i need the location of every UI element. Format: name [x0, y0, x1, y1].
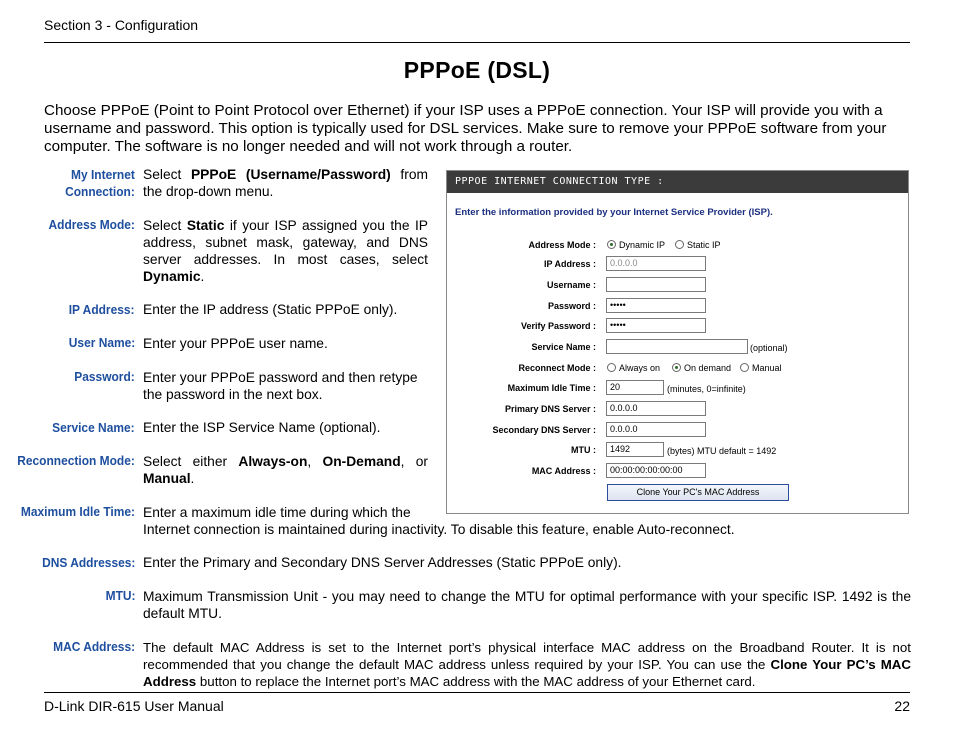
desc-bold: On-Demand: [322, 454, 401, 469]
desc-my-internet-connection: [143, 166, 428, 200]
label-primary-dns: Primary DNS Server :: [504, 404, 596, 414]
label-password: Password :: [547, 301, 596, 311]
desc-password: Enter your PPPoE password and then retype the password in the next box.: [143, 370, 418, 402]
panel-heading: PPPOE INTERNET CONNECTION TYPE :: [447, 171, 908, 193]
option-label: On demand: [684, 363, 732, 373]
term-dns-addresses: DNS Addresses:: [41, 555, 135, 570]
clone-mac-button[interactable]: Clone Your PC's MAC Address: [607, 484, 789, 501]
desc-address-mode: [143, 217, 428, 285]
term-my-internet-line2: Connection:: [65, 184, 135, 199]
label-address-mode: Address Mode :: [528, 240, 596, 250]
max-idle-time-input[interactable]: 20: [606, 380, 664, 395]
idle-note: (minutes, 0=infinite): [667, 384, 746, 394]
label-mac-address: MAC Address :: [531, 466, 596, 476]
bottom-divider: [44, 692, 910, 693]
desc-bold: PPPoE (Username/Password): [190, 167, 391, 182]
desc-mtu: Maximum Transmission Unit - you may need to change the MTU for optimal performance with your specific ISP. 1492 is the default MTU.: [143, 589, 911, 621]
label-reconnect-mode: Reconnect Mode :: [518, 363, 596, 373]
option-manual[interactable]: [740, 363, 782, 373]
section-label: Section 3 - Configuration: [44, 17, 199, 33]
label-ip-address: IP Address :: [543, 259, 596, 269]
desc-bold: Always-on: [238, 454, 308, 469]
term-maximum-idle-time: Maximum Idle Time:: [20, 504, 135, 519]
option-on-demand[interactable]: [672, 363, 731, 373]
row-address-mode: [447, 237, 908, 255]
row-primary-dns: [447, 401, 908, 419]
term-my-internet-connection: [65, 166, 135, 200]
service-name-input[interactable]: [606, 339, 748, 354]
option-always-on[interactable]: [607, 363, 660, 373]
label-verify-password: Verify Password :: [520, 321, 596, 331]
label-secondary-dns: Secondary DNS Server :: [492, 425, 596, 435]
option-dynamic-ip[interactable]: [607, 240, 665, 250]
term-ip-address: IP Address:: [69, 302, 135, 317]
desc-text: Select either: [143, 454, 239, 469]
label-service-name: Service Name :: [531, 342, 596, 352]
verify-password-input[interactable]: •••••: [606, 318, 706, 333]
page-title: PPPoE (DSL): [403, 57, 551, 83]
pppoe-settings-panel: [446, 170, 909, 514]
desc-text: Select: [143, 218, 187, 233]
row-password: [447, 298, 908, 316]
radio-on-icon[interactable]: [607, 240, 616, 249]
desc-bold: Manual: [143, 471, 191, 486]
row-verify-password: [447, 318, 908, 336]
term-mtu: MTU:: [105, 588, 135, 603]
option-label: Always on: [619, 363, 661, 373]
desc-ip-address: Enter the IP address (Static PPPoE only).: [143, 302, 398, 317]
term-address-mode: Address Mode:: [48, 217, 135, 232]
panel-info-text: Enter the information provided by your Internet Service Provider (ISP).: [455, 207, 773, 218]
page-number: 22: [894, 698, 910, 714]
desc-line: Internet connection is maintained during inactivity. To disable this feature, enable Auto-reconnect.: [143, 522, 735, 537]
desc-bold: Clone Your PC’s MAC Address: [143, 657, 912, 689]
term-user-name: User Name:: [68, 335, 135, 350]
option-label: Static IP: [687, 240, 721, 250]
desc-text: .: [200, 269, 205, 284]
mac-address-input[interactable]: 00:00:00:00:00:00: [606, 463, 706, 478]
secondary-dns-input[interactable]: 0.0.0.0: [606, 422, 706, 437]
desc-reconnection-mode: [143, 453, 428, 487]
term-my-internet-line1: My Internet: [71, 167, 135, 182]
row-secondary-dns: [447, 422, 908, 440]
footer-manual-name: D-Link DIR-615 User Manual: [44, 698, 224, 714]
desc-dns-addresses: Enter the Primary and Secondary DNS Server Addresses (Static PPPoE only).: [143, 555, 622, 570]
term-mac-address: MAC Address:: [53, 639, 135, 654]
desc-user-name: Enter your PPPoE user name.: [143, 336, 328, 351]
row-mac-address: [447, 463, 908, 481]
row-service-name: [447, 339, 908, 357]
term-service-name: Service Name:: [52, 420, 135, 435]
desc-text: Select: [143, 167, 191, 182]
intro-paragraph: Choose PPPoE (Point to Point Protocol over Ethernet) if your ISP uses a PPPoE connection. Your ISP will provide you with a username and password. This option is typically used for DSL services. Make sure to remove your PPPoE software from your computer. The software is no longer needed and will not work through a router.: [44, 102, 887, 155]
row-username: [447, 277, 908, 295]
label-mtu: MTU :: [571, 445, 596, 455]
term-reconnection-mode: Reconnection Mode:: [17, 453, 135, 468]
primary-dns-input[interactable]: 0.0.0.0: [606, 401, 706, 416]
label-max-idle-time: Maximum Idle Time :: [507, 383, 596, 393]
ip-address-input[interactable]: 0.0.0.0: [606, 256, 706, 271]
row-max-idle-time: [447, 380, 908, 398]
radio-off-icon[interactable]: [740, 363, 749, 372]
radio-on-icon[interactable]: [672, 363, 681, 372]
top-divider: [44, 42, 910, 43]
desc-text: from the drop-down menu.: [143, 167, 428, 199]
desc-line: Enter a maximum idle time during which the: [143, 505, 411, 520]
row-reconnect-mode: [447, 360, 908, 378]
desc-text: if your ISP assigned you the IP address, subnet mask, gateway, and DNS server addresses. In most cases, select: [143, 218, 428, 267]
label-username: Username :: [546, 280, 596, 290]
desc-service-name: Enter the ISP Service Name (optional).: [143, 420, 381, 435]
desc-text: button to replace the Internet port’s MAC address with the MAC address of your Ethernet card.: [196, 674, 756, 689]
radio-off-icon[interactable]: [675, 240, 684, 249]
password-input[interactable]: •••••: [606, 298, 706, 313]
desc-text: .: [190, 471, 195, 486]
desc-bold: Static: [186, 218, 225, 233]
radio-off-icon[interactable]: [607, 363, 616, 372]
desc-text: The default MAC Address is set to the Internet port’s physical interface MAC address on the Broadband Router. It is not recommended that you change the default MAC address unless required by your ISP. You can use the: [143, 640, 911, 672]
desc-text: , or: [400, 454, 429, 469]
desc-mac-address: [143, 639, 911, 690]
row-ip-address: [447, 256, 908, 274]
desc-text: ,: [307, 454, 323, 469]
option-label: Manual: [752, 363, 782, 373]
term-password: Password:: [74, 369, 135, 384]
row-mtu: [447, 442, 908, 460]
desc-bold: Dynamic: [143, 269, 201, 284]
option-static-ip[interactable]: [675, 240, 721, 250]
option-label: Dynamic IP: [619, 240, 666, 250]
username-input[interactable]: [606, 277, 706, 292]
mtu-input[interactable]: 1492: [606, 442, 664, 457]
optional-note: (optional): [750, 343, 788, 353]
mtu-note: (bytes) MTU default = 1492: [667, 446, 777, 456]
